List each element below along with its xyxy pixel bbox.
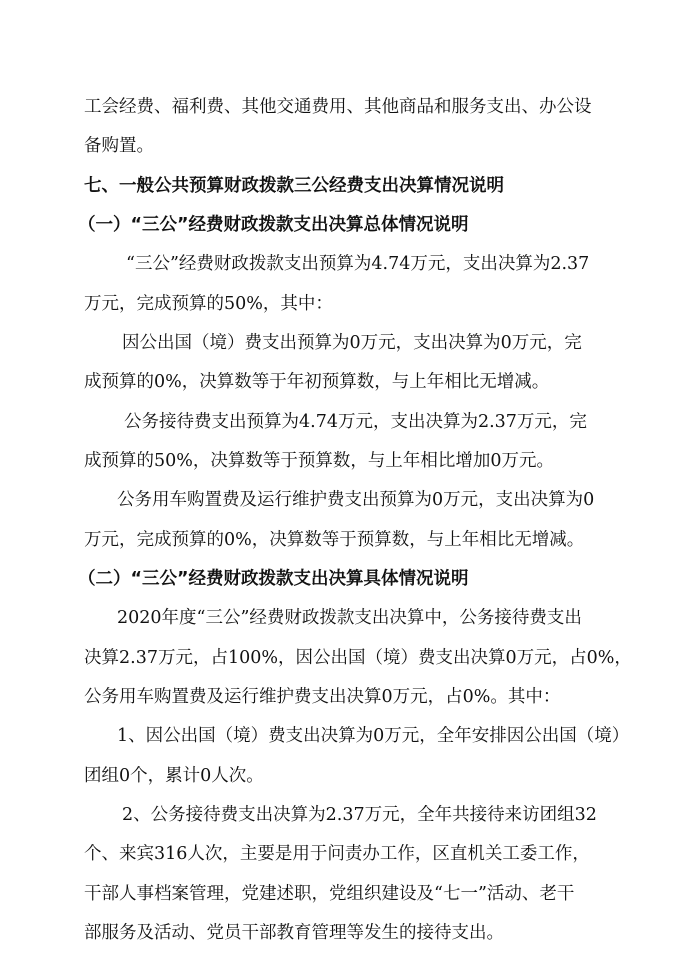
subsection-heading-one: （一）“三公”经费财政拨款支出决算总体情况说明 <box>78 215 469 235</box>
paragraph-line-5: “三公”经费财政拨款支出预算为4.74万元，支出决算为2.37 <box>126 254 590 274</box>
paragraph-line-10: 成预算的50%，决算数等于预算数，与上年相比增加0万元。 <box>84 451 555 471</box>
paragraph-line-20: 个、来宾316人次，主要是用于问责办工作，区直机关工委工作， <box>84 844 590 864</box>
section-heading-seven: 七、一般公共预算财政拨款三公经费支出决算情况说明 <box>84 176 504 196</box>
paragraph-line-21: 干部人事档案管理，党建述职，党组织建设及“七一”活动、老干 <box>84 884 575 904</box>
paragraph-line-1: 工会经费、福利费、其他交通费用、其他商品和服务支出、办公设 <box>84 97 592 117</box>
paragraph-line-18: 团组0个，累计0人次。 <box>84 766 264 786</box>
paragraph-line-19: 2、公务接待费支出决算为2.37万元，全年共接待来访团组32 <box>122 805 597 825</box>
paragraph-line-22: 部服务及活动、党员干部教育管理等发生的接待支出。 <box>84 923 504 943</box>
paragraph-line-12: 万元，完成预算的0%，决算数等于预算数，与上年相比无增减。 <box>84 530 585 550</box>
paragraph-line-7: 因公出国（境）费支出预算为0万元，支出决算为0万元，完 <box>122 333 582 353</box>
paragraph-line-6: 万元，完成预算的50%，其中： <box>84 294 333 314</box>
paragraph-line-11: 公务用车购置费及运行维护费支出预算为0万元，支出决算为0 <box>117 490 595 510</box>
subsection-heading-two: （二）“三公”经费财政拨款支出决算具体情况说明 <box>78 569 469 589</box>
paragraph-line-8: 成预算的0%，决算数等于年初预算数，与上年相比无增减。 <box>84 372 550 392</box>
paragraph-line-14: 2020年度“三公”经费财政拨款支出决算中，公务接待费支出 <box>117 608 582 628</box>
paragraph-line-17: 1、因公出国（境）费支出决算为0万元，全年安排因公出国（境） <box>117 726 630 746</box>
paragraph-line-2: 备购置。 <box>84 136 154 156</box>
paragraph-line-15: 决算2.37万元，占100%，因公出国（境）费支出决算0万元，占0%， <box>84 648 632 668</box>
paragraph-line-9: 公务接待费支出预算为4.74万元，支出决算为2.37万元，完 <box>124 412 587 432</box>
paragraph-line-16: 公务用车购置费及运行维护费支出决算0万元，占0%。其中： <box>84 687 561 707</box>
